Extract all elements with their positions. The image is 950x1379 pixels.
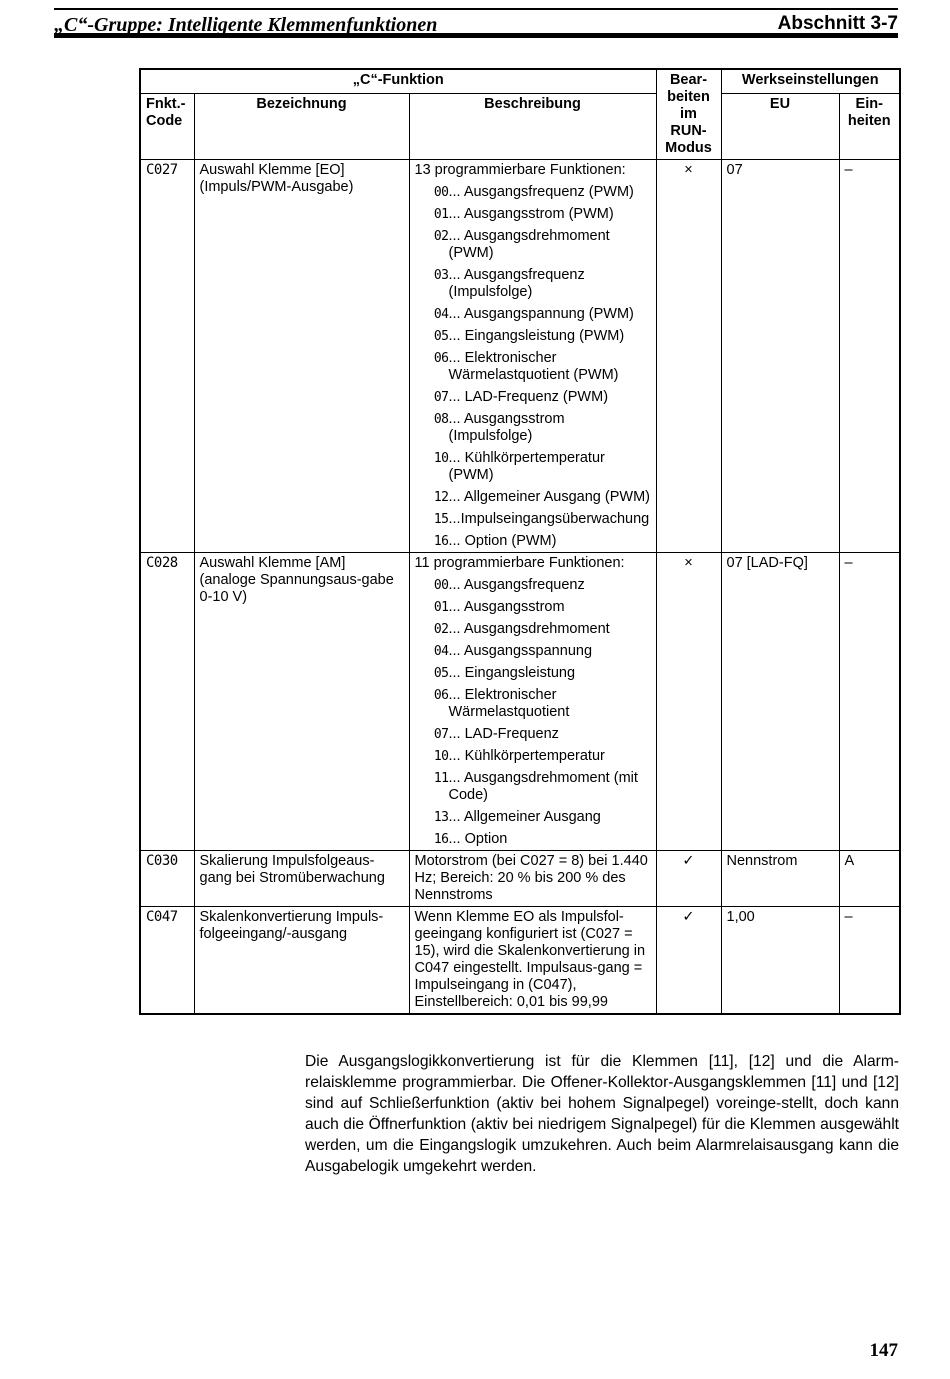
option-label: ... Ausgangsstrom [448, 599, 565, 615]
function-description: Wenn Klemme EO als Impulsfol-geeingang konfiguriert ist (C027 = 15), wird die Skalenkonvertierung in C047 eingestellt. Impulsaus-gang = Impulseingang in (C047), Einstellbereich: 0,01 bis 99,99 [409, 907, 656, 1015]
option-label: ... Elektronischer Wärmelastquotient (PWM) [448, 350, 619, 383]
option-item [415, 206, 651, 223]
option-label: ... Eingangsleistung (PWM) [448, 328, 625, 344]
col-eu: EU [721, 94, 839, 160]
edit-not-allowed-icon: × [656, 553, 721, 851]
option-label: ... Elektronischer Wärmelastquotient [448, 687, 570, 720]
option-item [415, 599, 651, 616]
group-header-c-function: „C“-Funktion [140, 69, 656, 94]
option-label: ... Ausgangspannung (PWM) [448, 306, 634, 322]
option-code: 16 [433, 534, 449, 549]
option-item [415, 831, 651, 848]
default-value-eu: 07 [721, 160, 839, 553]
option-label: ... Option (PWM) [448, 533, 557, 549]
table-row [140, 851, 900, 907]
default-value-eu: 07 [LAD-FQ] [721, 553, 839, 851]
body-paragraph: Die Ausgangslogikkonvertierung ist für die Klemmen [11], [12] und die Alarm-relaisklemme programmierbar. Die Offener-Kollektor-Ausgangsklemmen [11] und [12] sind auf Schließerfunktion (aktiv bei hohem Signalpegel) voreinge-stellt, doch kann auch die Öffnerfunktion (aktiv bei niedrigem Signalpegel) für die Klemmen ausgewählt werden, um die Eingangslogik umzukehren. Auch beim Alarmrelaisausgang kann die Ausgabelogik umgekehrt werden. [305, 1053, 899, 1175]
col-function-code: Fnkt.-Code [140, 94, 194, 160]
col-name: Bezeichnung [194, 94, 409, 160]
option-label: ... Eingangsleistung [448, 665, 576, 681]
option-item [415, 748, 651, 765]
option-code: 11 [433, 771, 449, 786]
option-label: ... Option [448, 831, 508, 847]
option-code: 03 [433, 268, 449, 283]
col-edit-run-mode: Bear-beiten im RUN-Modus [656, 69, 721, 160]
option-code: 13 [433, 810, 449, 825]
option-label: ...Impulseingangsüberwachung [448, 511, 650, 527]
option-label: ... Allgemeiner Ausgang [448, 809, 601, 825]
col-units: Ein-heiten [839, 94, 900, 160]
option-code: 02 [433, 622, 449, 637]
page-number: 147 [869, 1340, 898, 1361]
function-table [139, 68, 901, 1015]
option-item [415, 770, 651, 804]
option-label: ... Ausgangsfrequenz (Impulsfolge) [448, 267, 585, 300]
option-code: 02 [433, 229, 449, 244]
option-label: ... Ausgangsspannung [448, 643, 593, 659]
option-label: ... Kühlkörpertemperatur [448, 748, 605, 764]
option-item [415, 389, 651, 406]
option-code: 10 [433, 451, 449, 466]
option-code: 12 [433, 490, 449, 505]
option-item [415, 267, 651, 301]
option-item [415, 621, 651, 638]
option-code: 04 [433, 307, 449, 322]
default-value-eu: Nennstrom [721, 851, 839, 907]
option-label: ... Ausgangsdrehmoment [448, 621, 610, 637]
function-code: C047 [140, 907, 194, 1015]
option-label: ... Ausgangsstrom (PWM) [448, 206, 614, 222]
function-name: Skalierung Impulsfolgeaus-gang bei Stromüberwachung [194, 851, 409, 907]
function-name: Auswahl Klemme [AM] (analoge Spannungsaus-gabe 0-10 V) [194, 553, 409, 851]
options-intro: 11 programmierbare Funktionen: [414, 555, 625, 571]
edit-allowed-check-icon: ✓ [656, 851, 721, 907]
function-code: C028 [140, 553, 194, 851]
option-item [415, 350, 651, 384]
option-code: 07 [433, 390, 449, 405]
option-code: 08 [433, 412, 449, 427]
option-item [415, 306, 651, 323]
col-description: Beschreibung [409, 94, 656, 160]
col-factory-defaults: Werkseinstellungen [721, 69, 900, 94]
option-label: ... Ausgangsstrom (Impulsfolge) [448, 411, 565, 444]
option-label: ... Allgemeiner Ausgang (PWM) [448, 489, 650, 505]
option-code: 01 [433, 207, 449, 222]
page-header [54, 8, 898, 38]
option-item [415, 411, 651, 445]
option-label: ... LAD-Frequenz [448, 726, 559, 742]
option-item [415, 228, 651, 262]
option-code: 06 [433, 688, 449, 703]
option-item [415, 577, 651, 594]
option-item [415, 643, 651, 660]
option-code: 06 [433, 351, 449, 366]
option-code: 05 [433, 329, 449, 344]
option-code: 01 [433, 600, 449, 615]
function-description: Motorstrom (bei C027 = 8) bei 1.440 Hz; Bereich: 20 % bis 200 % des Nennstroms [409, 851, 656, 907]
units: – [839, 160, 900, 553]
option-item [415, 665, 651, 682]
option-item [415, 726, 651, 743]
option-item [415, 511, 651, 528]
units: – [839, 553, 900, 851]
option-label: ... Ausgangsfrequenz (PWM) [448, 184, 634, 200]
option-code: 10 [433, 749, 449, 764]
option-item [415, 809, 651, 826]
default-value-eu: 1,00 [721, 907, 839, 1015]
function-name: Auswahl Klemme [EO] (Impuls/PWM-Ausgabe) [194, 160, 409, 553]
edit-allowed-check-icon: ✓ [656, 907, 721, 1015]
function-name: Skalenkonvertierung Impuls-folgeeingang/-ausgang [194, 907, 409, 1015]
option-item [415, 450, 651, 484]
option-code: 00 [433, 578, 449, 593]
edit-not-allowed-icon: × [656, 160, 721, 553]
function-code: C030 [140, 851, 194, 907]
units: – [839, 907, 900, 1015]
chapter-title: „C“-Gruppe: Intelligente Klemmenfunktionen [54, 14, 438, 36]
option-item [415, 533, 651, 550]
option-item [415, 489, 651, 506]
table-row [140, 160, 900, 553]
option-label: ... Kühlkörpertemperatur (PWM) [448, 450, 605, 483]
option-label: ... Ausgangsfrequenz [448, 577, 585, 593]
table-row [140, 907, 900, 1015]
section-label: Abschnitt 3-7 [777, 13, 898, 34]
option-label: ... LAD-Frequenz (PWM) [448, 389, 609, 405]
table-row [140, 553, 900, 851]
option-label: ... Ausgangsdrehmoment (mit Code) [448, 770, 638, 803]
option-item [415, 328, 651, 345]
option-code: 05 [433, 666, 449, 681]
option-code: 07 [433, 727, 449, 742]
option-code: 16 [433, 832, 449, 847]
option-item [415, 687, 651, 721]
option-code: 00 [433, 185, 449, 200]
option-item [415, 184, 651, 201]
option-code: 04 [433, 644, 449, 659]
option-label: ... Ausgangsdrehmoment (PWM) [448, 228, 610, 261]
function-code: C027 [140, 160, 194, 553]
function-description [409, 553, 656, 851]
option-code: 15 [433, 512, 449, 527]
options-intro: 13 programmierbare Funktionen: [414, 162, 626, 178]
function-description [409, 160, 656, 553]
units: A [839, 851, 900, 907]
